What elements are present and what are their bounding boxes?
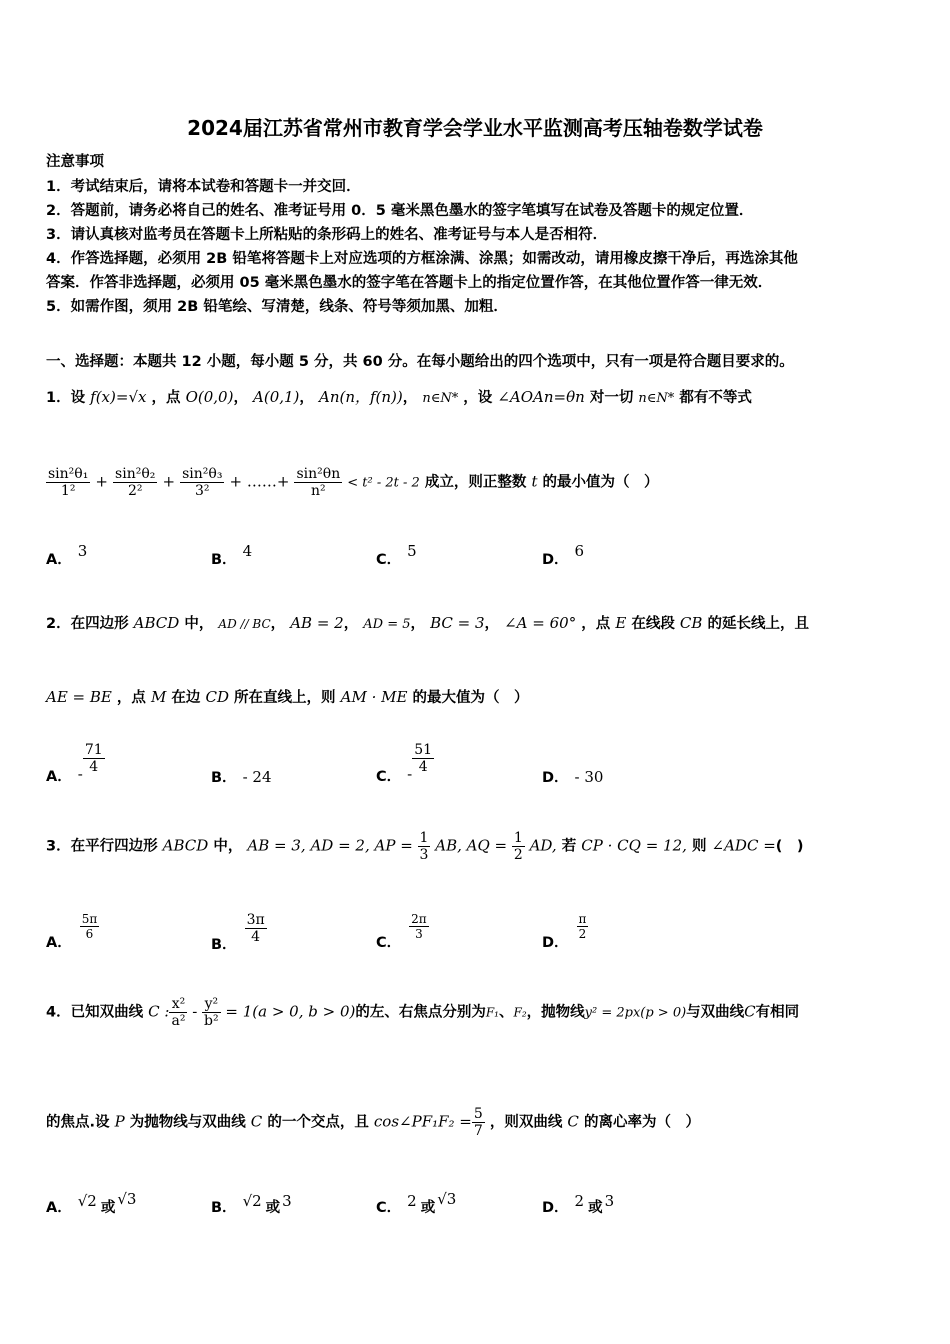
option-b[interactable]: B． - 24 xyxy=(211,768,272,786)
notice-line: 5．如需作图，须用 2B 铅笔绘、写清楚，线条、符号等须加黑、加粗． xyxy=(46,299,508,315)
notice-heading: 注意事项 xyxy=(46,154,104,170)
question-1-line-1: 1．设 f(x)=√x ，点 O(0,0)， A(0,1)， An(n，f(n))， n∈N* ，设 ∠AOAn=θn 对一切 n∈N* 都有不等式 xyxy=(46,388,752,406)
math-nin2: n∈N* xyxy=(638,391,675,406)
option-a[interactable]: A． 3 xyxy=(46,542,88,568)
option-d[interactable]: D． 2 或 3 xyxy=(542,1192,615,1216)
option-c[interactable]: C． $\frac{2\pi}{3}$ xyxy=(376,912,427,951)
option-c[interactable]: C． 5 xyxy=(376,542,417,568)
section-heading: 一、选择题：本题共 12 小题，每小题 5 分，共 60 分。在每小题给出的四个选项中，只有一项是符合题目要求的。 xyxy=(46,354,794,370)
question-2-line-2: AE = BE ，点 M 在边 CD 所在直线上，则 AM · ME 的最大值为（ ） xyxy=(46,688,529,706)
notice-line: 答案．作答非选择题，必须用 05 毫米黑色墨水的签字笔在答题卡上的指定位置作答，在其他位置作答一律无效． xyxy=(46,275,773,291)
notice-line: 1．考试结束后，请将本试卷和答题卡一并交回． xyxy=(46,179,361,195)
option-c[interactable]: C． 2 或 √3 xyxy=(376,1190,457,1216)
math-A: A(0,1) xyxy=(253,388,300,406)
option-d[interactable]: D． - 30 xyxy=(542,768,604,786)
frac-term-n: $\frac{\text{sin²θn}}{\text{n²}}$ xyxy=(296,466,341,499)
notice-block xyxy=(46,150,906,319)
option-d[interactable]: D． $\frac{\pi}{2}$ xyxy=(542,912,587,951)
notice-line: 3．请认真核对监考员在答题卡上所粘贴的条形码上的姓名、准考证号与本人是否相符． xyxy=(46,227,608,243)
math-O: O(0,0) xyxy=(185,388,234,406)
math-angle: ∠AOAn=θn xyxy=(497,388,585,406)
math-nin: n∈N* xyxy=(422,391,459,406)
option-a[interactable]: A． $\frac{5\pi}{6}$ xyxy=(46,912,98,951)
option-a[interactable]: A． √2 或 √3 xyxy=(46,1190,137,1216)
option-b[interactable]: B． √2 或 3 xyxy=(211,1192,292,1216)
notice-line: 2．答题前，请务必将自己的姓名、准考证号用 0．5 毫米黑色墨水的签字笔填写在试卷及答题卡的规定位置． xyxy=(46,203,754,219)
exam-title: 2024届江苏省常州市教育学会学业水平监测高考压轴卷数学试卷 xyxy=(187,116,763,140)
notice-line: 4．作答选择题，必须用 2B 铅笔将答题卡上对应选项的方框涂满、涂黑；如需改动，请用橡皮擦干净后，再选涂其他 xyxy=(46,251,798,267)
option-c[interactable]: C． - $\frac{51}{4}$ xyxy=(376,742,433,785)
math-ineq: < t² - 2t - 2 xyxy=(347,475,420,491)
frac-term-1: $\frac{\text{sin²θ₁}}{\text{1²}}$ xyxy=(48,466,89,499)
question-4-line-1: 4．已知双曲线 C : $\frac{\text{x²}}{\text{a²}}$ - $\frac{\text{y²}}{\text{b²}}$ = 1(a > 0, b > 0)的左、右焦点分别为F₁、F₂，抛物线y² = 2px(p > 0)与双曲线C有相同 xyxy=(46,996,800,1029)
frac-term-2: $\frac{\text{sin²θ₂}}{\text{2²}}$ xyxy=(115,466,156,499)
math-f: f(x)=√x xyxy=(90,388,147,406)
option-b[interactable]: B． 4 xyxy=(211,542,253,568)
question-4-line-2: 的焦点.设 P 为抛物线与双曲线 C 的一个交点，且 cos∠PF₁F₂ = $\frac{5}{7}$ ，则双曲线 C 的离心率为（ ） xyxy=(46,1106,700,1139)
frac-term-3: $\frac{\text{sin²θ₃}}{\text{3²}}$ xyxy=(182,466,223,499)
option-d[interactable]: D． 6 xyxy=(542,542,585,568)
option-b[interactable]: B． $\frac{3\pi}{4}$ xyxy=(211,912,265,953)
question-3: 3．在平行四边形 ABCD 中， AB = 3, AD = 2, AP = $\frac{1}{3}$ AB, AQ = $\frac{1}{2}$ AD, 若 CP · CQ = 12, 则 ∠ADC =( ) xyxy=(46,830,804,863)
question-2-line-1: 2．在四边形 ABCD 中， AD // BC， AB = 2， AD = 5， BC = 3， ∠A = 60° ，点 E 在线段 CB 的延长线上，且 xyxy=(46,614,809,632)
math-An: An(n，f(n)) xyxy=(318,388,403,406)
question-1-line-2: $\frac{\text{sin²θ₁}}{\text{1²}}$ + $\frac{\text{sin²θ₂}}{\text{2²}}$ + $\frac{\text{sin²θ₃}}{\text{3²}}$ + ……+ $\frac{\text{sin²θn}}{\text{n²}}$ < t² - 2t - 2 成立，则正整数 t 的最小值为（ ） xyxy=(48,466,659,499)
option-a[interactable]: A． - $\frac{71}{4}$ xyxy=(46,742,103,785)
